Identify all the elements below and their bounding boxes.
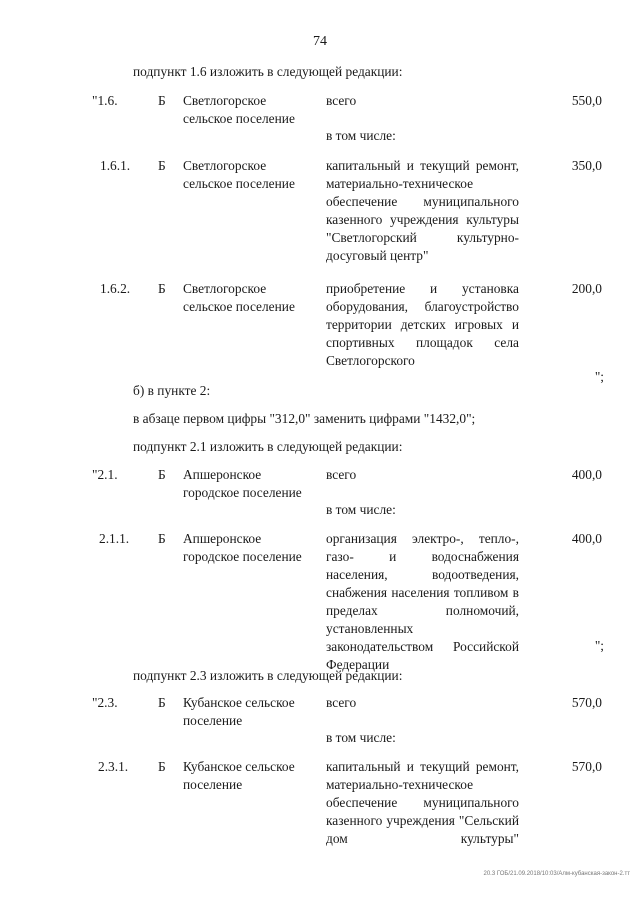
row-1-6-1-entity: Светлогорское сельское поселение: [183, 158, 295, 191]
closing-quote-1-6: ";: [594, 369, 604, 384]
page-number: 74: [313, 34, 327, 49]
abzac-replacement: в абзаце первом цифры "312,0" заменить цифрами "1432,0";: [133, 411, 476, 426]
row-2-1-1-number: 2.1.1.: [99, 531, 130, 546]
row-2-1-entity: Апшеронское городское поселение: [183, 467, 302, 500]
row-1-6-1-letter: Б: [158, 158, 166, 173]
row-1-6-2-entity: Светлогорское сельское поселение: [183, 281, 295, 314]
intro-subitem-2-3: подпункт 2.3 изложить в следующей редакции:: [133, 668, 403, 683]
row-1-6-entity: Светлогорское сельское поселение: [183, 93, 295, 126]
row-1-6-letter: Б: [158, 93, 166, 108]
row-2-1-1-amount: 400,0: [571, 531, 602, 546]
row-2-3-1-desc: капитальный и текущий ремонт, материально-техническое обеспечение муниципального казенного учреждения "Сельский дом культуры": [326, 759, 519, 846]
document-footer-code: 20.3 ГОБ/21.09.2018/10:03/Алм-кубанская-закон-2.тт: [483, 871, 630, 877]
row-2-1-amount: 400,0: [571, 467, 602, 482]
row-2-3-including: в том числе:: [326, 730, 396, 745]
row-2-1-including: в том числе:: [326, 502, 396, 517]
row-1-6-including: в том числе:: [326, 128, 396, 143]
row-2-1-1-desc: организация электро-, тепло-, газо- и водоснабжения населения, водоотведения, снабжения населения топливом в пределах полномочий, установленных законодательством Российской Федерации: [326, 531, 519, 672]
row-1-6-amount: 550,0: [571, 93, 602, 108]
row-2-3-amount: 570,0: [571, 695, 602, 710]
row-2-3-desc: всего: [326, 695, 357, 710]
row-1-6-1-desc: капитальный и текущий ремонт, материально-техническое обеспечение муниципального казенного учреждения культуры "Светлогорский культурно-досуговый центр": [326, 158, 519, 263]
closing-quote-2-1: ";: [594, 638, 604, 653]
row-2-1-1-entity: Апшеронское городское поселение: [183, 531, 302, 564]
row-1-6-2-letter: Б: [158, 281, 166, 296]
row-2-3-number: "2.3.: [92, 695, 118, 710]
row-1-6-2-desc: приобретение и установка оборудования, благоустройство территории детских игровых и спортивных площадок села Светлогорского: [326, 281, 519, 368]
row-1-6-2-amount: 200,0: [571, 281, 602, 296]
row-2-3-1-number: 2.3.1.: [98, 759, 129, 774]
row-1-6-2-number: 1.6.2.: [100, 281, 131, 296]
intro-subitem-1-6: подпункт 1.6 изложить в следующей редакции:: [133, 64, 403, 79]
row-2-3-1-amount: 570,0: [571, 759, 602, 774]
row-2-1-number: "2.1.: [92, 467, 118, 482]
row-2-1-letter: Б: [158, 467, 166, 482]
row-2-3-1-letter: Б: [158, 759, 166, 774]
row-2-3-letter: Б: [158, 695, 166, 710]
row-2-1-1-letter: Б: [158, 531, 166, 546]
row-1-6-1-amount: 350,0: [571, 158, 602, 173]
intro-subitem-2-1: подпункт 2.1 изложить в следующей редакции:: [133, 439, 403, 454]
row-1-6-1-number: 1.6.1.: [100, 158, 131, 173]
row-1-6-number: "1.6.: [92, 93, 118, 108]
row-1-6-desc: всего: [326, 93, 357, 108]
sub-b-heading: б) в пункте 2:: [133, 383, 211, 398]
row-2-1-desc: всего: [326, 467, 357, 482]
row-2-3-1-entity: Кубанское сельское поселение: [183, 759, 295, 792]
row-2-3-entity: Кубанское сельское поселение: [183, 695, 295, 728]
